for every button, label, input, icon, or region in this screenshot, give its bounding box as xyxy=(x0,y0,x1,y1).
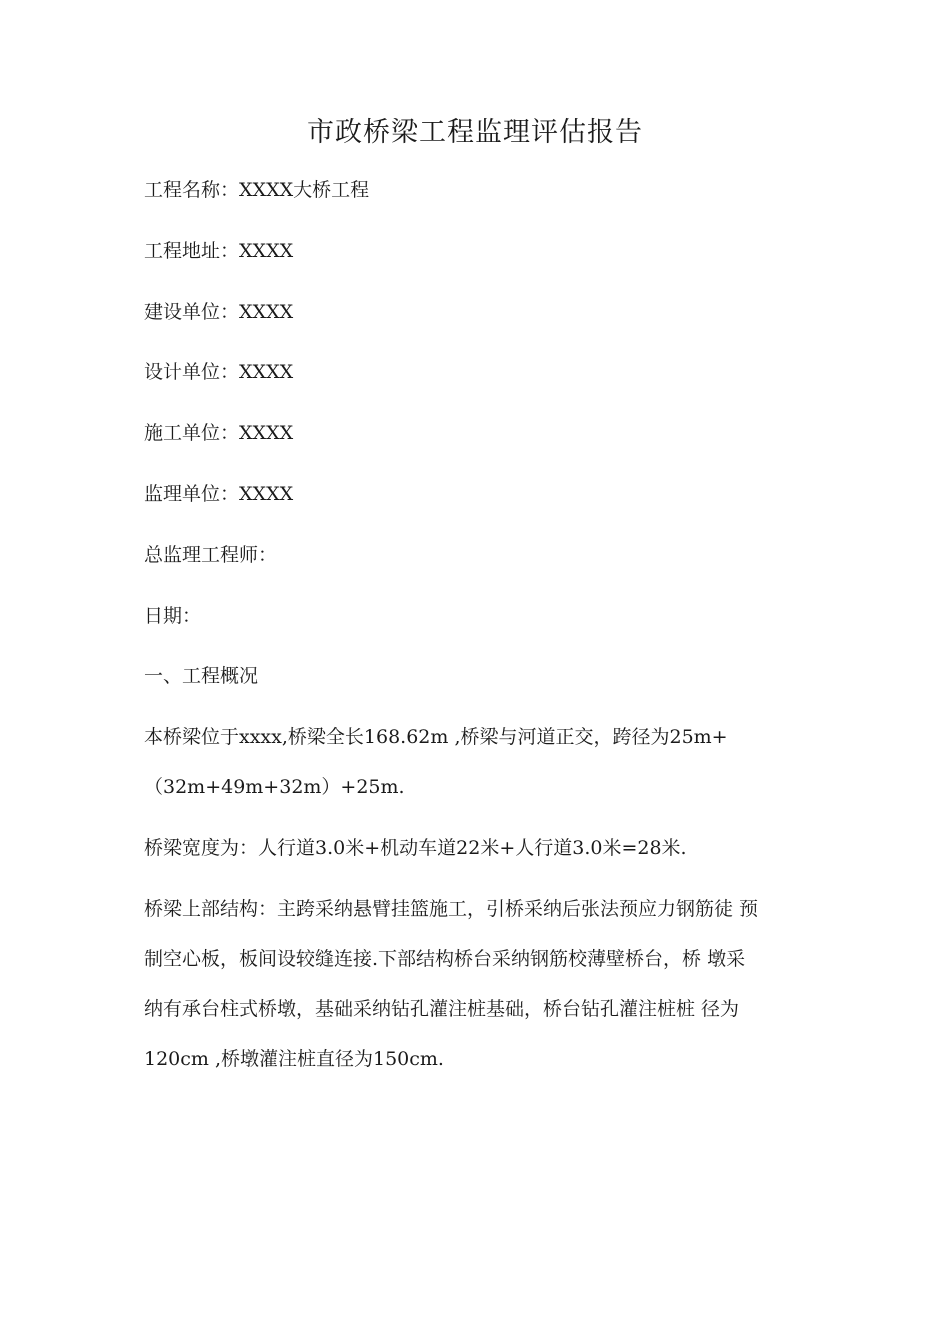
field-project-address xyxy=(144,237,293,265)
field-value: XXXX xyxy=(239,301,294,323)
field-project-name xyxy=(144,176,369,204)
field-label: 设计单位： xyxy=(144,361,240,383)
field-label: 总监理工程师： xyxy=(144,544,278,566)
paragraph-line: 桥梁上部结构：主跨采纳悬臂挂篮施工，引桥采纳后张法预应力钢筋徒 预 xyxy=(144,898,759,920)
field-design-unit xyxy=(144,358,293,386)
field-label: 施工单位： xyxy=(144,422,240,444)
field-label: 日期： xyxy=(144,605,202,627)
field-date xyxy=(144,602,201,630)
field-label: 工程名称： xyxy=(144,179,240,201)
field-builder-unit xyxy=(144,419,293,447)
field-label: 建设单位： xyxy=(144,301,240,323)
field-value: XXXX xyxy=(239,240,294,262)
paragraph-line: （32m+49m+32m）+25m. xyxy=(144,776,405,798)
paragraph-line: 120cm ,桥墩灌注桩直径为150cm. xyxy=(144,1048,444,1070)
document-title: 市政桥梁工程监理评估报告 xyxy=(307,117,643,148)
field-label: 工程地址： xyxy=(144,240,240,262)
paragraph-line: 纳有承台柱式桥墩，基础采纳钻孔灌注桩基础，桥台钻孔灌注桩桩 径为 xyxy=(144,998,740,1020)
field-value: XXXX大桥工程 xyxy=(239,179,370,201)
field-construction-unit xyxy=(144,298,293,326)
field-chief-supervisor xyxy=(144,541,277,569)
paragraph-line: 制空心板，板间设较缝连接.下部结构桥台采纳钢筋校薄壁桥台，桥 墩采 xyxy=(144,948,746,970)
paragraph-line: 桥梁宽度为：人行道3.0米+机动车道22米+人行道3.0米=28米. xyxy=(144,837,687,859)
paragraph-structure xyxy=(144,895,814,1095)
field-value: XXXX xyxy=(239,361,294,383)
paragraph-line: 本桥梁位于xxxx,桥梁全长168.62m ,桥梁与河道正交，跨径为25m+ xyxy=(144,726,728,748)
paragraph-bridge-location xyxy=(144,723,814,823)
paragraph-bridge-width xyxy=(144,834,814,884)
field-value: XXXX xyxy=(239,422,294,444)
field-supervision-unit xyxy=(144,480,293,508)
section-heading: 一、工程概况 xyxy=(144,665,259,687)
field-value: XXXX xyxy=(239,483,294,505)
field-label: 监理单位： xyxy=(144,483,240,505)
